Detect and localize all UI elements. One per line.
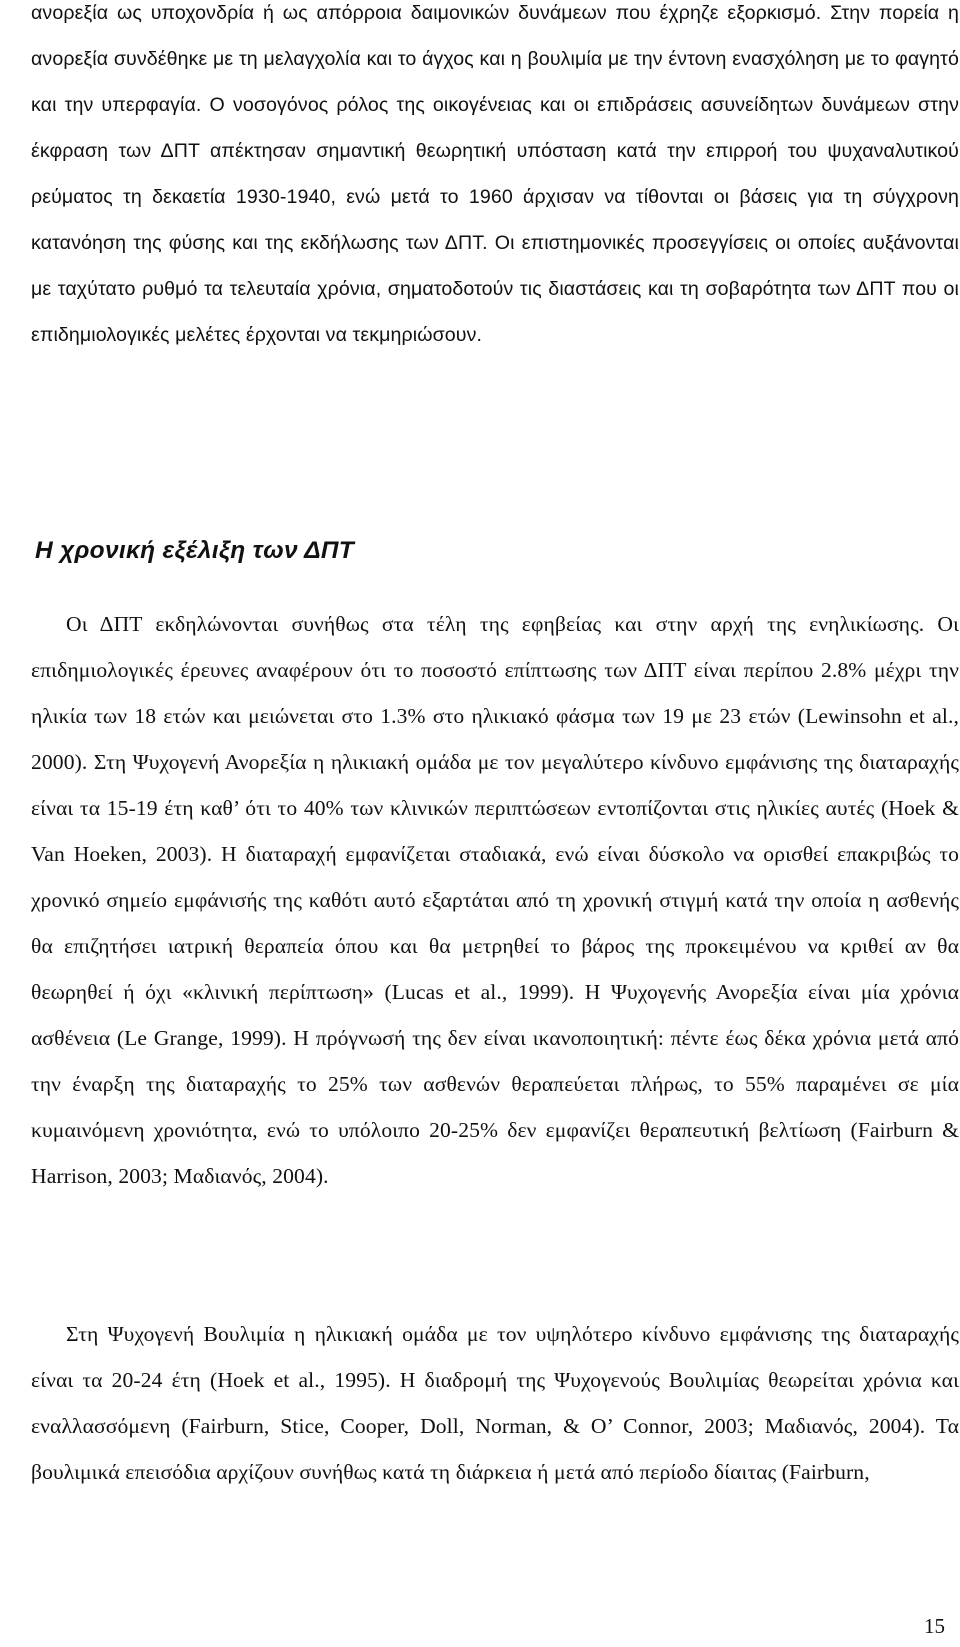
body-paragraph-time-course: Οι ΔΠΤ εκδηλώνονται συνήθως στα τέλη της εφηβείας και στην αρχή της ενηλικίωσης. Οι επιδημιολογικές έρευνες αναφέρουν ότι το ποσοστό επίπτωσης των ΔΠΤ είναι περίπου 2.8% μέχρι την ηλικία των 18 ετών και μειώνεται στο 1.3% στο ηλικιακό φάσμα των 19 με 23 ετών (Lewinsohn et al., 2000). Στη Ψυχογενή Ανορεξία η ηλικιακή ομάδα με τον μεγαλύτερο κίνδυνο εμφάνισης της διαταραχής είναι τα 15-19 έτη καθ’ ότι το 40% των κλινικών περιπτώσεων εντοπίζονται στις ηλικίες αυτές (Hoek & Van Hoeken, 2003). Η διαταραχή εμφανίζεται σταδιακά, ενώ είναι δύσκολο να ορισθεί επακριβώς το χρονικό σημείο εμφάνισής της καθότι αυτό εξαρτάται από τη χρονική στιγμή κατά την οποία η ασθενής θα επιζητήσει ιατρική θεραπεία όπου και θα μετρηθεί το βάρος της προκειμένου να κριθεί αν θα θεωρηθεί ή όχι «κλινική περίπτωση» (Lucas et al., 1999). Η Ψυχογενής Ανορεξία είναι μία χρόνια ασθένεια (Le Grange, 1999). Η πρόγνωσή της δεν είναι ικανοποιητική: πέντε έως δέκα χρόνια μετά από την έναρξη της διαταραχής το 25% των ασθενών θεραπεύεται πλήρως, το 55% παραμένει σε μία κυμαινόμενη χρονιότητα, ενώ το υπόλοιπο 20-25% δεν εμφανίζει θεραπευτική βελτίωση (Fairburn & Harrison, 2003; Μαδιανός, 2004).	[31, 612, 959, 1188]
body-paragraph-history: ανορεξία ως υποχονδρία ή ως απόρροια δαιμονικών δυνάμεων που έχρηζε εξορκισμό. Στην πορεία η ανορεξία συνδέθηκε με τη μελαγχολία και το άγχος και η βουλιμία με την έντονη ενασχόληση με το φαγητό και την υπερφαγία. Ο νοσογόνος ρόλος της οικογένειας και οι επιδράσεις ασυνείδητων δυνάμεων στην έκφραση των ΔΠΤ απέκτησαν σημαντική θεωρητική υπόσταση κατά την επιρροή του ψυχαναλυτικού ρεύματος τη δεκαετία 1930-1940, ενώ μετά το 1960 άρχισαν να τίθονται οι βάσεις για τη σύγχρονη κατανόηση της φύσης και της εκδήλωσης των ΔΠΤ. Οι επιστημονικές προσεγγίσεις οι οποίες αυξάνονται με ταχύτατο ρυθμό τα τελευταία χρόνια, σηματοδοτούν τις διαστάσεις και τη σοβαρότητα των ΔΠΤ που οι επιδημιολογικές μελέτες έρχονται να τεκμηριώσουν.	[31, 2, 959, 346]
page-number: 15	[924, 1614, 945, 1638]
body-paragraph-bulimia: Στη Ψυχογενή Βουλιμία η ηλικιακή ομάδα με τον υψηλότερο κίνδυνο εμφάνισης της διαταραχής είναι τα 20-24 έτη (Hoek et al., 1995). Η διαδρομή της Ψυχογενούς Βουλιμίας θεωρείται χρόνια και εναλλασσόμενη (Fairburn, Stice, Cooper, Doll, Norman, & O’ Connor, 2003; Μαδιανός, 2004). Τα βουλιμικά επεισόδια αρχίζουν συνήθως κατά τη διάρκεια ή μετά από περίοδο δίαιτας (Fairburn,	[31, 1322, 959, 1484]
section-heading: Η χρονική εξέλιξη των ΔΠΤ	[35, 537, 355, 564]
